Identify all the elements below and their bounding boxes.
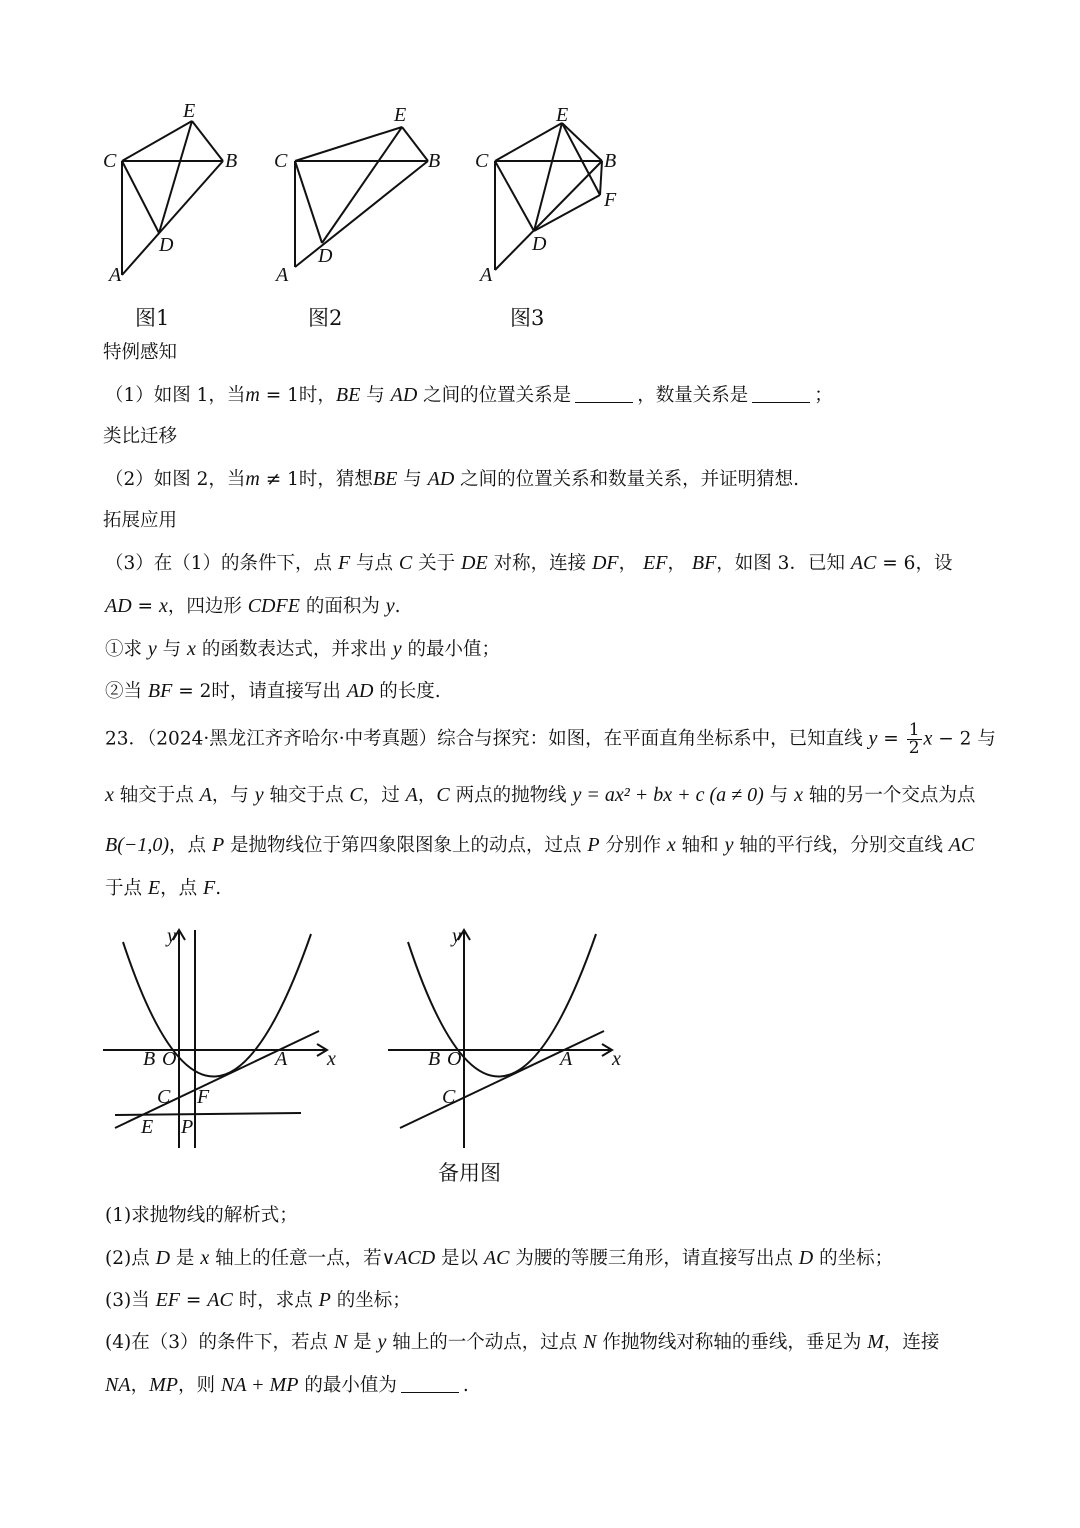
fig1-label-D: D — [159, 234, 174, 256]
q23-intro-line2: x 轴交于点 A，与 y 轴交于点 C，过 A，C 两点的抛物线 y = ax² + bx + c (a ≠ 0) 与 x 轴的另一个交点为点 — [105, 784, 976, 806]
fig2-label-C: C — [274, 150, 288, 172]
q23-sub4-cont: NA，MP，则 NA + MP 的最小值为 . — [105, 1374, 469, 1396]
left-fig-label-F: F — [197, 1086, 210, 1108]
fig2-label-B: B — [428, 150, 441, 172]
q23-sub1: (1)求抛物线的解析式； — [105, 1205, 298, 1226]
right-fig-label-C: C — [442, 1086, 456, 1108]
figure-3-caption: 图3 — [510, 306, 545, 330]
q23-sub4: (4)在（3）的条件下，若点 N 是 y 轴上的一个动点，过点 N 作抛物线对称轴的垂线，垂足为 M，连接 — [105, 1331, 940, 1353]
q22-part1: （1）如图 1，当m = 1时，BE 与 AD 之间的位置关系是 ，数量关系是 ； — [105, 384, 833, 406]
q22-part3-sub1: ①求 y 与 x 的函数表达式，并求出 y 的最小值； — [105, 638, 500, 660]
q23-intro-line3: B(−1,0)，点 P 是抛物线位于第四象限图象上的动点，过点 P 分别作 x 轴和 y 轴的平行线，分别交直线 AC — [105, 834, 975, 856]
left-fig-label-A: A — [275, 1048, 288, 1070]
backup-figure-caption: 备用图 — [438, 1161, 501, 1185]
figure-2 — [270, 95, 460, 295]
figure-1-caption: 图1 — [135, 306, 170, 330]
left-fig-label-C: C — [157, 1086, 171, 1108]
fig2-label-A: A — [276, 264, 289, 286]
q23-intro-line1: 23．（2024·黑龙江齐齐哈尔·中考真题）综合与探究：如图，在平面直角坐标系中，已知直线 y = $\frac{1}{2}$ x − 2 与 — [105, 720, 996, 758]
left-fig-label-x: x — [327, 1048, 336, 1070]
coordinate-figure-main-drawing — [95, 920, 355, 1160]
coordinate-figure-main — [95, 920, 355, 1160]
right-fig-label-O: O — [447, 1048, 462, 1070]
right-fig-label-x: x — [612, 1048, 621, 1070]
fig2-label-D: D — [318, 245, 333, 267]
answer-blank[interactable] — [401, 1374, 459, 1393]
coordinate-figure-backup-drawing — [380, 920, 640, 1160]
left-fig-label-y: y — [167, 925, 176, 947]
left-fig-label-B: B — [143, 1048, 156, 1070]
answer-blank[interactable] — [575, 384, 633, 403]
fig1-label-B: B — [225, 150, 238, 172]
section-analogy: 类比迁移 — [103, 426, 178, 447]
left-fig-label-E: E — [141, 1116, 154, 1138]
right-fig-label-y: y — [452, 925, 461, 947]
figure-3 — [470, 95, 650, 295]
fig3-label-C: C — [475, 150, 489, 172]
answer-blank[interactable] — [752, 384, 810, 403]
right-fig-label-A: A — [560, 1048, 573, 1070]
fraction-one-half: $\frac{1}{2}$ — [908, 720, 920, 758]
figure-3-drawing — [470, 95, 650, 295]
fig3-label-D: D — [532, 233, 547, 255]
figure-2-caption: 图2 — [308, 306, 343, 330]
fig1-label-E: E — [183, 100, 196, 122]
q22-part3-cont: AD = x，四边形 CDFE 的面积为 y. — [105, 595, 401, 617]
fig2-label-E: E — [394, 104, 407, 126]
section-special-case: 特例感知 — [103, 342, 178, 363]
left-fig-label-P: P — [181, 1116, 194, 1138]
coordinate-figure-backup — [380, 920, 640, 1160]
fig3-label-E: E — [556, 104, 569, 126]
left-fig-label-O: O — [162, 1048, 177, 1070]
figure-1-drawing — [95, 95, 255, 295]
q23-intro-line4: 于点 E，点 F. — [105, 877, 222, 899]
figure-2-drawing — [270, 95, 460, 295]
fig3-label-A: A — [480, 264, 493, 286]
fig1-label-A: A — [109, 264, 122, 286]
section-extension: 拓展应用 — [103, 510, 178, 531]
q22-part3-sub2: ②当 BF = 2时，请直接写出 AD 的长度. — [105, 680, 441, 702]
fig1-label-C: C — [103, 150, 117, 172]
q23-sub3: (3)当 EF = AC 时，求点 P 的坐标； — [105, 1289, 411, 1311]
fig3-label-F: F — [604, 189, 617, 211]
q22-part3: （3）在（1）的条件下，点 F 与点 C 关于 DE 对称，连接 DF， EF， BF，如图 3．已知 AC = 6，设 — [105, 552, 953, 574]
figure-1 — [95, 95, 255, 295]
right-fig-label-B: B — [428, 1048, 441, 1070]
fig3-label-B: B — [604, 150, 617, 172]
q23-sub2: (2)点 D 是 x 轴上的任意一点，若∨ACD 是以 AC 为腰的等腰三角形，请直接写出点 D 的坐标； — [105, 1247, 894, 1269]
q22-part2: （2）如图 2，当m ≠ 1时，猜想BE 与 AD 之间的位置关系和数量关系，并证明猜想. — [105, 468, 800, 490]
